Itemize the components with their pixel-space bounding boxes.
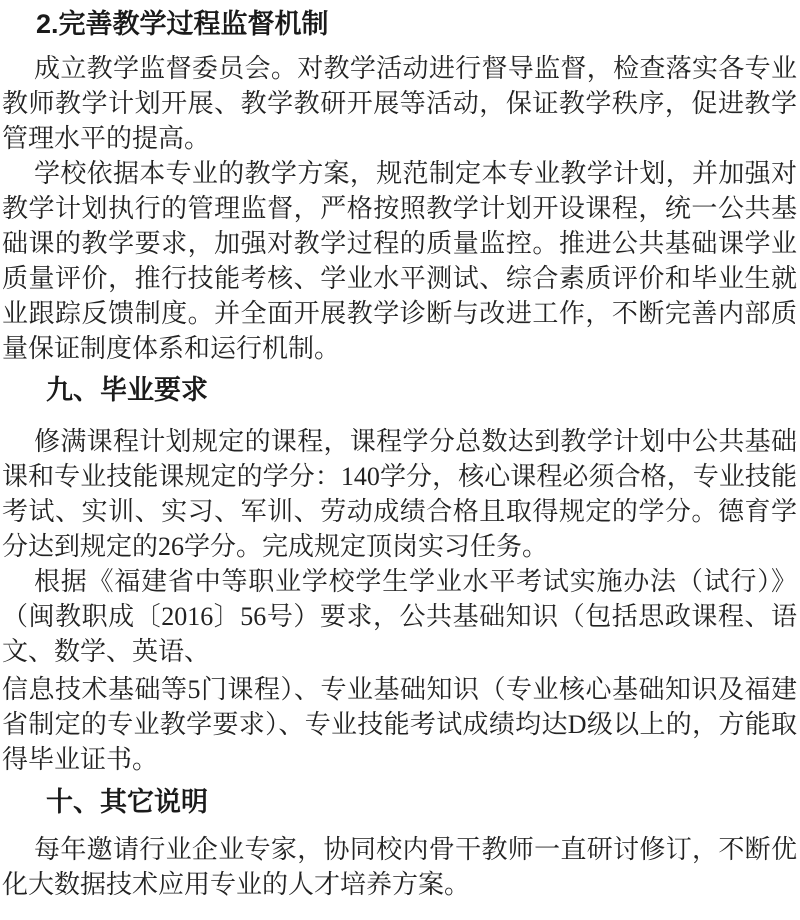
paragraph-credit-requirements: 修满课程计划规定的课程，课程学分总数达到教学计划中公共基础课和专业技能课规定的学分：140学分，核心课程必须合格，专业技能考试、实训、实习、军训、劳动成绩合格且取得规定的学分。德育学分达到规定的26学分。完成规定顶岗实习任务。 <box>2 427 797 561</box>
paragraph-annual-revision: 每年邀请行业企业专家，协同校内骨干教师一直研讨修订，不断优化大数据技术应用专业的人才培养方案。 <box>2 835 797 899</box>
section-heading-teaching-supervision: 2.完善教学过程监督机制 <box>36 9 329 39</box>
paragraph-teaching-plan-management: 学校依据本专业的教学方案，规范制定本专业教学计划，并加强对教学计划执行的管理监督，严格按照教学计划开设课程，统一公共基础课的教学要求，加强对教学过程的质量监控。推进公共基础课学业质量评价，推行技能考核、学业水平测试、综合素质评价和毕业生就业跟踪反馈制度。并全面开展教学诊断与改进工作，不断完善内部质量保证制度体系和运行机制。 <box>2 159 797 363</box>
section-heading-graduation-requirements: 九、毕业要求 <box>46 375 208 405</box>
section-heading-other-notes: 十、其它说明 <box>46 787 208 817</box>
paragraph-supervision-committee: 成立教学监督委员会。对教学活动进行督导监督，检查落实各专业教师教学计划开展、教学教研开展等活动，保证教学秩序，促进教学管理水平的提高。 <box>2 54 797 153</box>
paragraph-exam-regulation-basis: 根据《福建省中等职业学校学生学业水平考试实施办法（试行）》（闽教职成〔2016〕56号）要求，公共基础知识（包括思政课程、语文、数学、英语、 <box>2 567 797 666</box>
paragraph-exam-subjects-certificate: 信息技术基础等5门课程）、专业基础知识（专业核心基础知识及福建省制定的专业教学要求）、专业技能考试成绩均达D级以上的，方能取得毕业证书。 <box>2 675 797 774</box>
